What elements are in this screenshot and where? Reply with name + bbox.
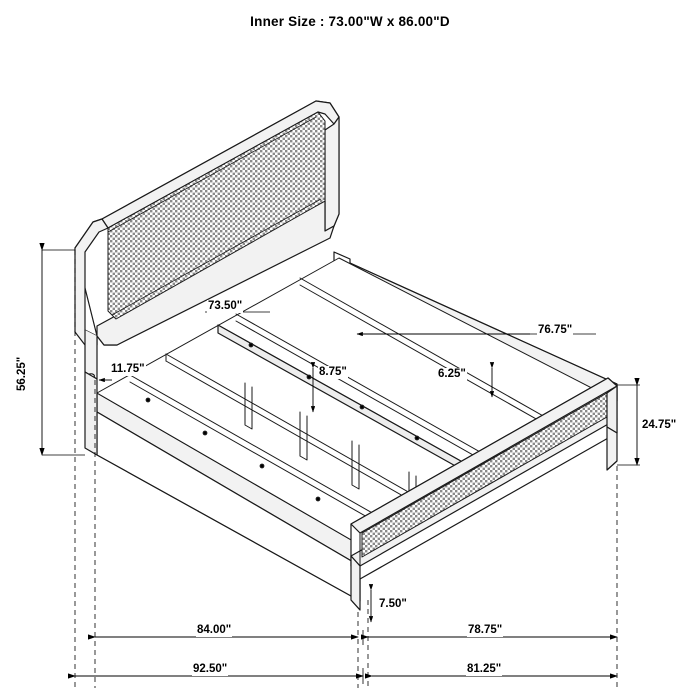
dim-overall-depth-left: 84.00": [197, 624, 232, 636]
dim-side-rail-length: 76.75": [538, 324, 573, 336]
dim-foot-leg-height: 7.50": [379, 598, 407, 610]
dim-overall-width-right: 81.25": [467, 663, 502, 675]
dim-center-rail-height: 6.25": [438, 368, 466, 380]
dim-overall-width-left: 92.50": [193, 663, 228, 675]
dim-overall-depth-right: 78.75": [468, 624, 503, 636]
dim-footboard-height: 24.75": [642, 419, 677, 431]
dim-slat-support-height: 8.75": [319, 366, 347, 378]
page-title: Inner Size : 73.00"W x 86.00"D: [250, 14, 450, 29]
dim-headboard-panel-width: 73.50": [208, 300, 243, 312]
dim-rail-clearance-head: 11.75": [111, 363, 145, 375]
dim-headboard-overall-height: 56.25": [16, 356, 28, 391]
